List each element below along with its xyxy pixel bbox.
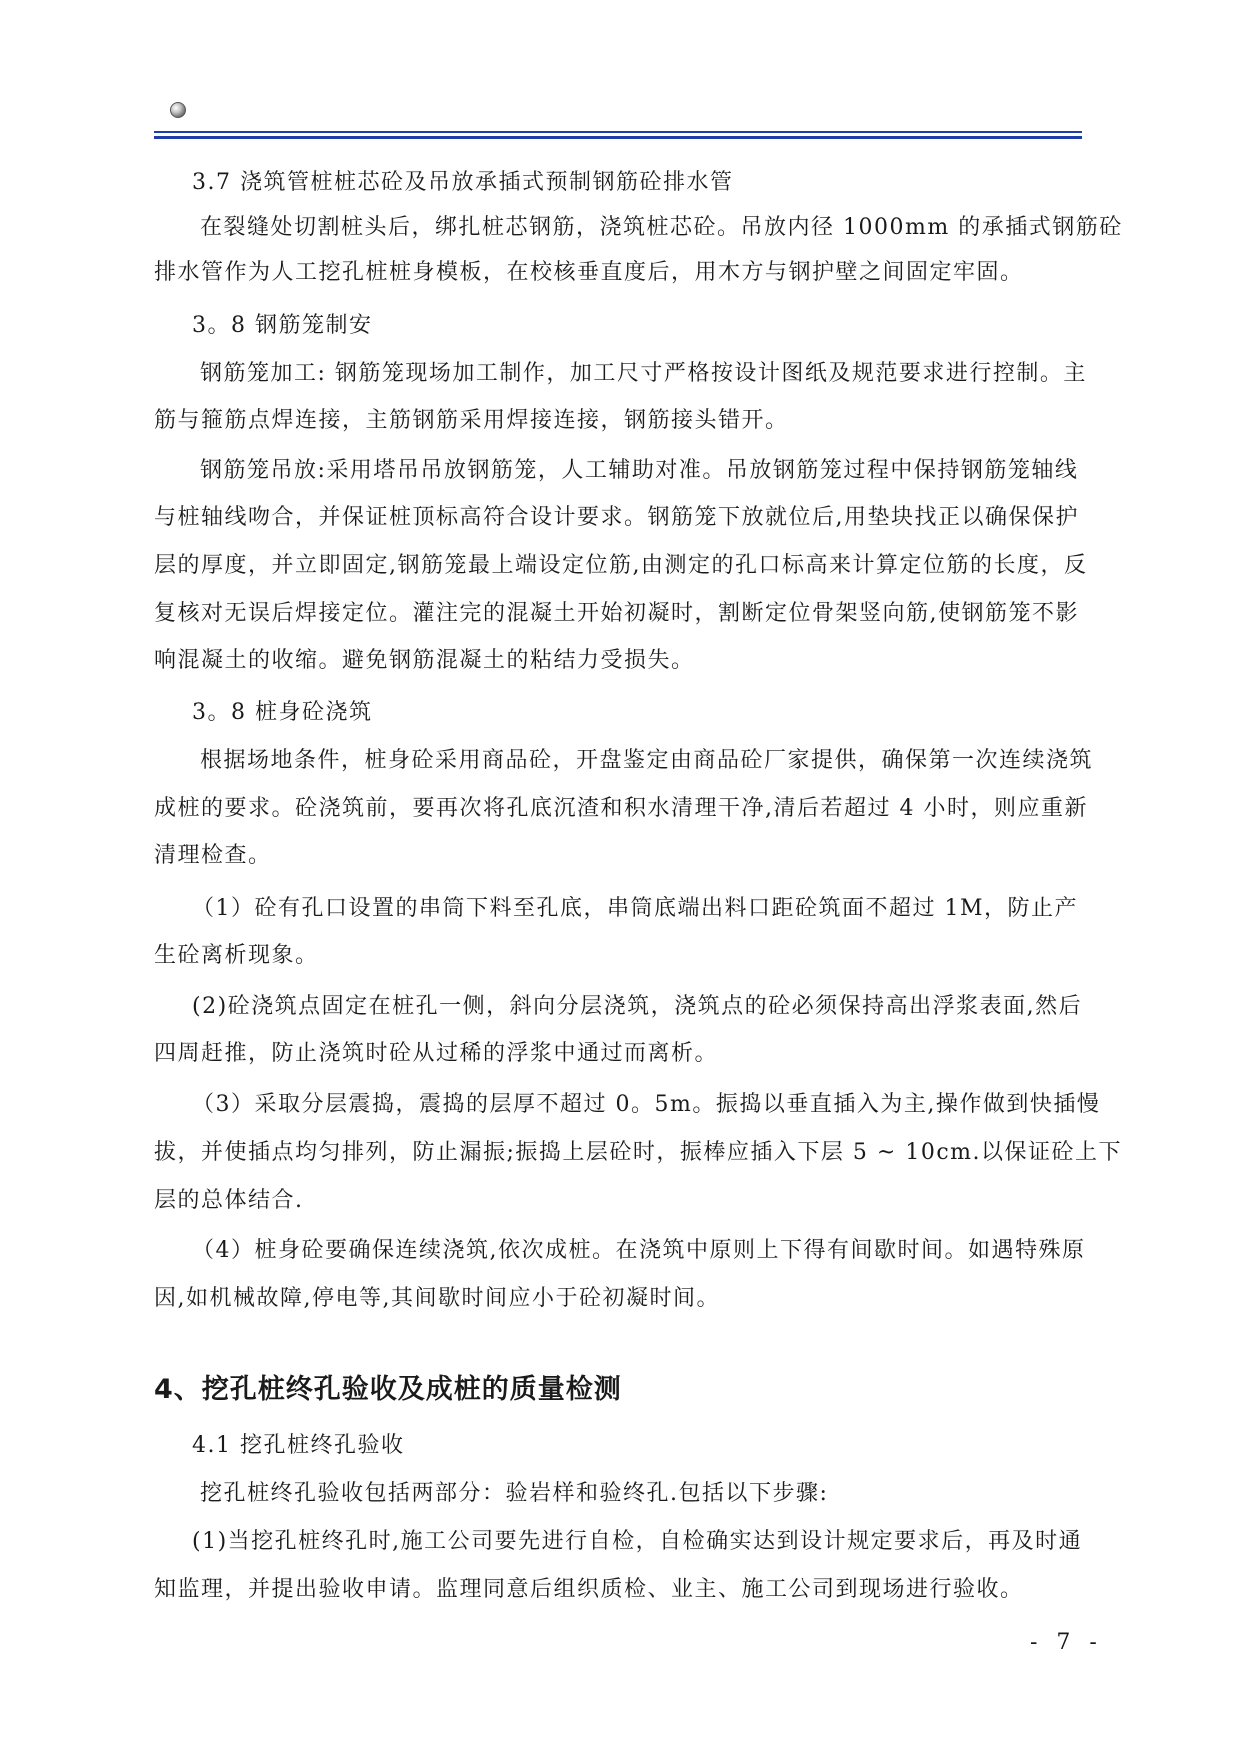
list-item-line: （1）砼有孔口设置的串筒下料至孔底，串筒底端出料口距砼筑面不超过 1M，防止产 [192, 896, 1079, 921]
paragraph-line: 层的厚度，并立即固定,钢筋笼最上端设定位筋,由测定的孔口标高来计算定位筋的长度，反 [154, 553, 1088, 578]
subsection-heading-3-7: 3.7 浇筑管桩桩芯砼及吊放承插式预制钢筋砼排水管 [192, 170, 734, 195]
list-item-line: 知监理，并提出验收申请。监理同意后组织质检、业主、施工公司到现场进行验收。 [154, 1577, 1024, 1602]
list-item-line: 层的总体结合. [154, 1188, 304, 1213]
header-rule-bottom [154, 136, 1082, 139]
paragraph-line: 响混凝土的收缩。避免钢筋混凝土的粘结力受损失。 [154, 648, 695, 673]
header-rule-top [154, 131, 1082, 133]
list-item-line: (2)砼浇筑点固定在桩孔一侧，斜向分层浇筑，浇筑点的砼必须保持高出浮浆表面,然后 [192, 994, 1083, 1019]
list-item-line: 拔，并使插点均匀排列，防止漏振;振捣上层砼时，振棒应插入下层 5 ~ 10cm.以保证砼上下 [154, 1140, 1122, 1165]
subsection-heading-3-8-pour: 3。8 桩身砼浇筑 [192, 700, 373, 725]
paragraph-line: 根据场地条件，桩身砼采用商品砼，开盘鉴定由商品砼厂家提供，确保第一次连续浇筑 [200, 748, 1094, 773]
paragraph-line: 钢筋笼加工: 钢筋笼现场加工制作，加工尺寸严格按设计图纸及规范要求进行控制。主 [200, 361, 1087, 386]
list-item-line: (1)当挖孔桩终孔时,施工公司要先进行自检，自检确实达到设计规定要求后，再及时通 [192, 1529, 1083, 1554]
list-item-line: （4）桩身砼要确保连续浇筑,依次成桩。在浇筑中原则上下得有间歇时间。如遇特殊原 [192, 1238, 1086, 1263]
list-item-line: （3）采取分层震捣，震捣的层厚不超过 0。5m。振捣以垂直插入为主,操作做到快插慢 [192, 1092, 1101, 1117]
paragraph-line: 成桩的要求。砼浇筑前，要再次将孔底沉渣和积水清理干净,清后若超过 4 小时，则应重新 [154, 796, 1088, 821]
paragraph-line: 复核对无误后焊接定位。灌注完的混凝土开始初凝时，割断定位骨架竖向筋,使钢筋笼不影 [154, 601, 1079, 626]
list-item-line: 因,如机械故障,停电等,其间歇时间应小于砼初凝时间。 [154, 1286, 720, 1311]
paragraph-line: 排水管作为人工挖孔桩桩身模板，在校核垂直度后，用木方与钢护壁之间固定牢固。 [154, 260, 1024, 285]
paragraph-line: 清理检查。 [154, 843, 272, 868]
page-number: - 7 - [1030, 1630, 1103, 1655]
list-item-line: 四周赶推，防止浇筑时砼从过稀的浮浆中通过而离析。 [154, 1041, 719, 1066]
paragraph-line: 与桩轴线吻合，并保证桩顶标高符合设计要求。钢筋笼下放就位后,用垫块找正以确保保护 [154, 505, 1079, 530]
paragraph-line: 在裂缝处切割桩头后，绑扎桩芯钢筋，浇筑桩芯砼。吊放内径 1000mm 的承插式钢筋砼 [200, 215, 1123, 240]
subsection-heading-4-1: 4.1 挖孔桩终孔验收 [192, 1433, 405, 1458]
list-item-line: 生砼离析现象。 [154, 943, 319, 968]
paragraph-line: 钢筋笼吊放:采用塔吊吊放钢筋笼，人工辅助对准。吊放钢筋笼过程中保持钢筋笼轴线 [200, 458, 1079, 483]
paragraph-line: 挖孔桩终孔验收包括两部分：验岩样和验终孔.包括以下步骤: [200, 1481, 829, 1506]
subsection-heading-3-8-cage: 3。8 钢筋笼制安 [192, 313, 373, 338]
section-heading-4: 4、挖孔桩终孔验收及成桩的质量检测 [154, 1374, 622, 1405]
sphere-bullet-icon [170, 102, 186, 118]
paragraph-line: 筋与箍筋点焊连接，主筋钢筋采用焊接连接，钢筋接头错开。 [154, 408, 789, 433]
